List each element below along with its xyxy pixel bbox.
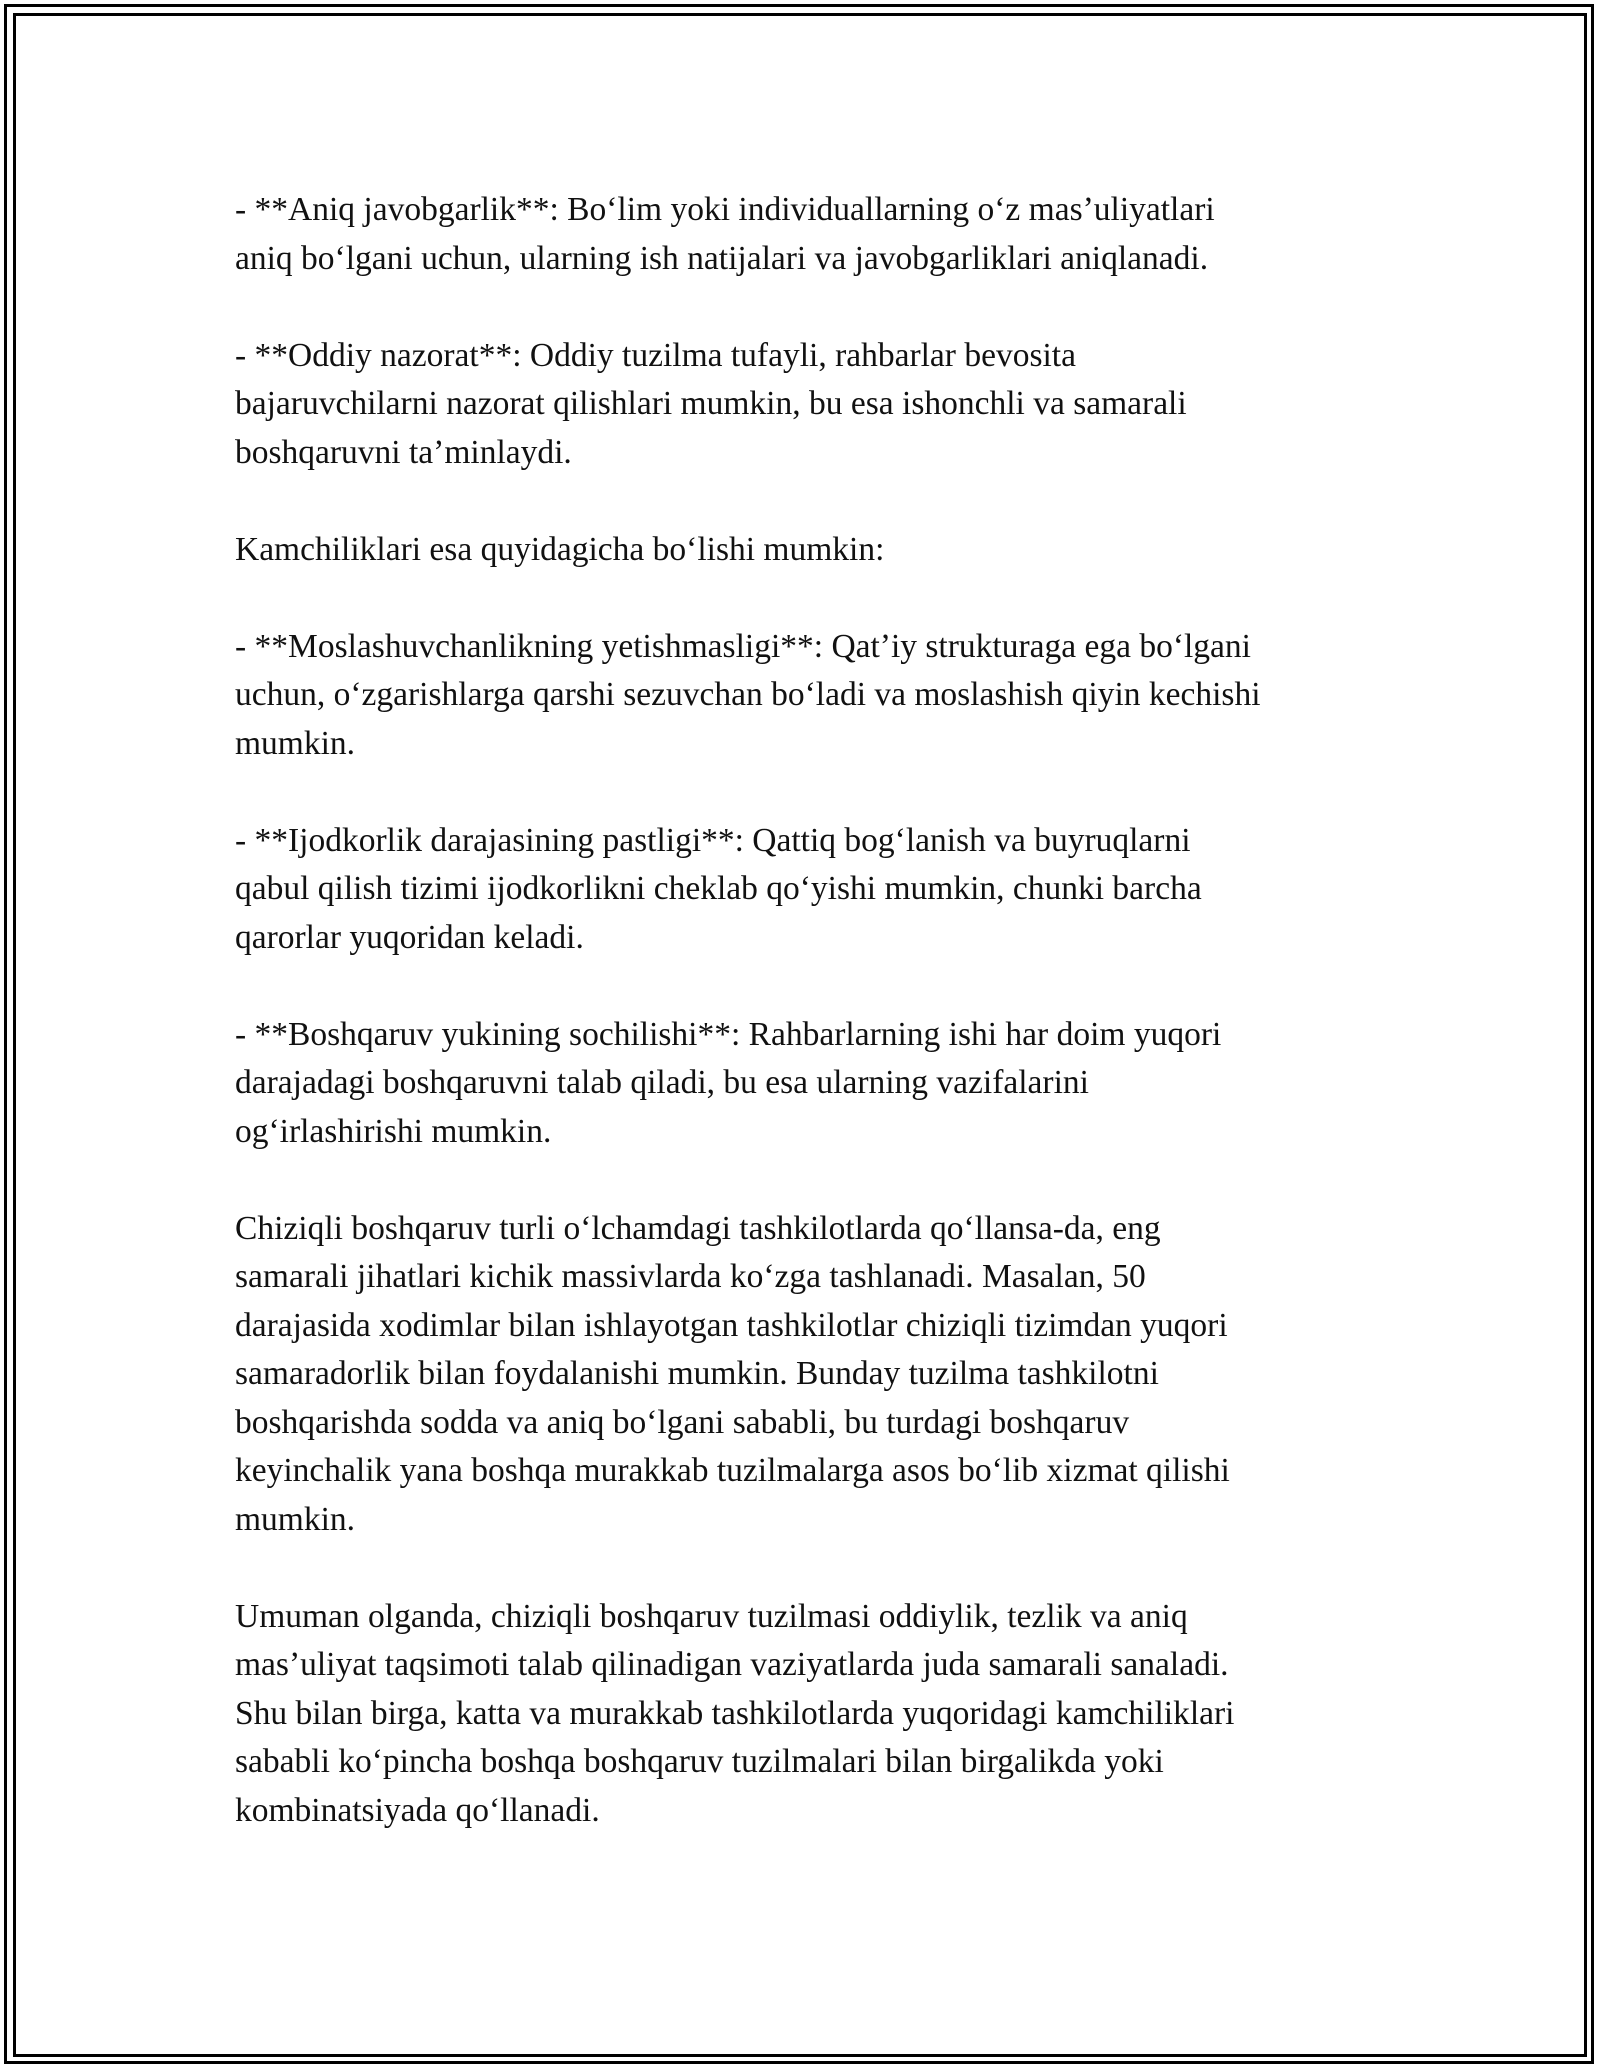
text-line: Umuman olganda, chiziqli boshqaruv tuzilmasi oddiylik, tezlik va aniq — [235, 1597, 1188, 1635]
text-line: aniq boʻlgani uchun, ularning ish natijalari va javobgarliklari aniqlanadi. — [235, 239, 1209, 277]
text-line: Chiziqli boshqaruv turli oʻlchamdagi tashkilotlarda qoʻllansa-da, eng — [235, 1209, 1161, 1247]
text-line: sababli koʻpincha boshqa boshqaruv tuzilmalari bilan birgalikda yoki — [235, 1743, 1164, 1780]
text-line: qabul qilish tizimi ijodkorlikni cheklab qoʻyishi mumkin, chunki barcha — [235, 870, 1202, 907]
text-line: darajadagi boshqaruvni talab qiladi, bu esa ularning vazifalarini — [235, 1064, 1089, 1101]
document-body — [235, 186, 1385, 1884]
paragraph-ijodkorlik — [235, 817, 1385, 963]
paragraph-chiziqli-boshqaruv — [235, 1205, 1385, 1545]
text-line: bajaruvchilarni nazorat qilishlari mumkin, bu esa ishonchli va samarali — [235, 385, 1187, 422]
paragraph-umuman-olganda — [235, 1593, 1385, 1836]
text-line: - **Ijodkorlik darajasining pastligi**: Qattiq bogʻlanish va buyruqlarni — [235, 821, 1191, 859]
text-line: - **Oddiy nazorat**: Oddiy tuzilma tufayli, rahbarlar bevosita — [235, 336, 1076, 374]
paragraph-aniq-javobgarlik — [235, 186, 1385, 283]
paragraph-boshqaruv-yuki — [235, 1011, 1385, 1157]
text-line: darajasida xodimlar bilan ishlayotgan tashkilotlar chiziqli tizimdan yuqori — [235, 1306, 1228, 1344]
text-line: ogʻirlashirishi mumkin. — [235, 1112, 552, 1150]
text-line: boshqarishda sodda va aniq boʻlgani sababli, bu turdagi boshqaruv — [235, 1403, 1130, 1441]
text-line: Kamchiliklari esa quyidagicha boʻlishi mumkin: — [235, 530, 885, 568]
text-line: - **Aniq javobgarlik**: Boʻlim yoki individuallarning oʻz masʼuliyatlari — [235, 191, 1215, 228]
text-line: - **Boshqaruv yukining sochilishi**: Rahbarlarning ishi har doim yuqori — [235, 1015, 1222, 1053]
text-line: masʼuliyat taqsimoti talab qilinadigan vaziyatlarda juda samarali sanaladi. — [235, 1646, 1229, 1683]
paragraph-moslashuvchanlik — [235, 623, 1385, 769]
text-line: - **Moslashuvchanlikning yetishmasligi**: Qatʼiy strukturaga ega boʻlgani — [235, 627, 1251, 665]
paragraph-kamchiliklari — [235, 526, 1385, 575]
text-line: boshqaruvni taʼminlaydi. — [235, 433, 572, 471]
text-line: qarorlar yuqoridan keladi. — [235, 918, 584, 956]
text-line: mumkin. — [235, 724, 356, 762]
text-line: mumkin. — [235, 1500, 356, 1538]
paragraph-oddiy-nazorat — [235, 332, 1385, 478]
text-line: Shu bilan birga, katta va murakkab tashkilotlarda yuqoridagi kamchiliklari — [235, 1694, 1235, 1732]
text-line: uchun, oʻzgarishlarga qarshi sezuvchan boʻladi va moslashish qiyin kechishi — [235, 676, 1261, 713]
text-line: samaradorlik bilan foydalanishi mumkin. Bunday tuzilma tashkilotni — [235, 1355, 1159, 1392]
text-line: samarali jihatlari kichik massivlarda koʻzga tashlanadi. Masalan, 50 — [235, 1258, 1146, 1295]
text-line: keyinchalik yana boshqa murakkab tuzilmalarga asos boʻlib xizmat qilishi — [235, 1452, 1230, 1489]
text-line: kombinatsiyada qoʻllanadi. — [235, 1791, 600, 1829]
